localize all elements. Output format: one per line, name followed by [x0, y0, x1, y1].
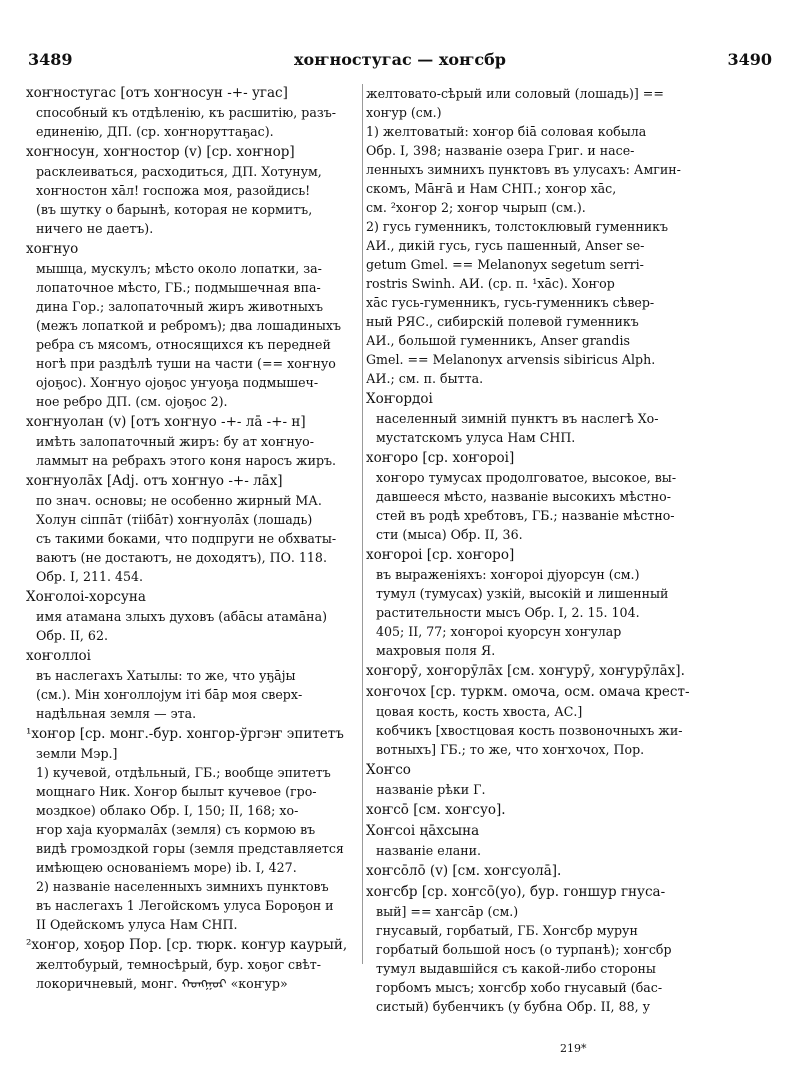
entry-body-line: систый) бубенчикъ (у бубна Обр. II, 88, у — [376, 999, 651, 1014]
entry-body-line: видѣ громоздкой горы (земля представляется — [36, 841, 344, 856]
entry-body-line: имѣющею основаніемъ море) ib. I, 427. — [36, 860, 297, 875]
entry-body-line: сти (мыса) Обр. II, 36. — [376, 527, 523, 542]
dictionary-entry — [26, 725, 360, 934]
entry-body-line: (межъ лопаткой и ребромъ); два лошадиныхъ — [36, 318, 342, 333]
dictionary-entry — [26, 413, 360, 470]
entry-body-line: getum Gmel. == Melanonyx segetum serri- — [366, 257, 644, 272]
entry-body-line: стей въ родѣ хребтовъ, ГБ.; названіе мѣстно- — [376, 508, 675, 523]
dictionary-entry — [26, 84, 360, 141]
entry-body-line: давшееся мѣсто, названіе высокихъ мѣстно- — [376, 489, 671, 504]
entry-body-line: цовая кость, кость хвоста, АС.] — [376, 704, 583, 719]
entry-headword: хоҥсбр [ср. хоҥсō(уо), бур. гоншур гнуса- — [366, 884, 666, 900]
dictionary-entry — [366, 683, 778, 759]
entry-body-line: хоҥностон хāл! госпожа моя, разойдись! — [36, 183, 311, 198]
dictionary-entry — [366, 546, 778, 660]
entry-body-line: имя атамана злыхъ духовъ (абāсы атамāна) — [36, 609, 327, 624]
entry-body-line: ничего не даетъ). — [36, 221, 154, 236]
running-title: хоҥностугас — хоҥсбр — [294, 50, 506, 69]
entry-body-line: Холун сіппāт (тіібāт) хоҥнуолāх (лошадь) — [36, 512, 313, 527]
entry-headword: хоҥсōлō (v) [см. хоҥсуолā]. — [366, 863, 562, 879]
entry-body-line: мышца, мускулъ; мѣсто около лопатки, за- — [36, 261, 322, 276]
entry-body-line: имѣть залопаточный жиръ: бу ат хоҥнуо- — [36, 434, 314, 449]
entry-headword: хоҥнуо — [26, 241, 79, 257]
entry-body-line: ојоҕос). Хоҥнуо ојоҕос уҥуоҕа подмышеч- — [36, 375, 319, 390]
entry-body-line: 2) гусь гуменникъ, толстоклювый гуменникъ — [366, 219, 668, 234]
dictionary-entry — [366, 84, 778, 388]
entry-body-line: способный къ отдѣленію, къ расшитію, разъ- — [36, 105, 336, 120]
column-divider — [362, 84, 363, 964]
dictionary-entry — [26, 936, 360, 993]
entry-headword: хоҥорӯ, хоҥорӯлāх [см. хоҥурӯ, хоҥурӯлāх]. — [366, 663, 685, 679]
entry-body-line: желтобурый, темносѣрый, бур. хоҕог свѣт- — [36, 957, 322, 972]
entry-body-line: 1) желтоватый: хоҥор біā соловая кобыла — [366, 124, 647, 139]
entry-body-line: горбатый большой носъ (о турпанѣ); хоҥсбр — [376, 942, 672, 957]
dictionary-entry — [366, 822, 778, 860]
printer-signature: 219* — [560, 1042, 587, 1055]
right-column — [366, 84, 778, 1018]
entry-body-line: ленныхъ зимнихъ пунктовъ въ улусахъ: Амгин- — [366, 162, 681, 177]
entry-body-line: хāс гусь-гуменникъ, гусь-гуменникъ сѣвер- — [366, 295, 655, 310]
entry-headword: хоҥносун, хоҥностор (v) [ср. хоҥнор] — [26, 144, 295, 160]
entry-headword: хоҥочох [ср. туркм. омоча, осм. омаҹа крест- — [366, 684, 690, 700]
entry-body-line: населенный зимній пунктъ въ наслегѣ Хо- — [376, 411, 659, 426]
entry-headword: хоҥнуолāх [Adj. отъ хоҥнуо -+- лāх] — [26, 473, 283, 489]
entry-body-line: хоҥоро тумусах продолговатое, высокое, вы- — [376, 470, 677, 485]
entry-body-line: (въ шутку о барынѣ, которая не кормитъ, — [36, 202, 313, 217]
entry-body-line: въ наслегахъ Хатылы: то же, что уҕāјы — [36, 668, 296, 683]
entry-body-line: ребра съ мясомъ, относящихся къ передней — [36, 337, 331, 352]
entry-headword: Хоҥолоі-хорсуна — [26, 589, 146, 605]
entry-body-line: растительности мысъ Обр. I, 2. 15. 104. — [376, 605, 640, 620]
entry-body-line: хоҥур (см.) — [366, 105, 442, 120]
entry-body-line: ногѣ при раздѣлѣ туши на части (== хоҥнуо — [36, 356, 336, 371]
entry-body-line: Обр. I, 211. 454. — [36, 569, 144, 584]
entry-body-line: моздкое) облако Обр. I, 150; II, 168; хо- — [36, 803, 299, 818]
entry-headword: ²хоҥор, хоҕор Пор. [ср. тюрк. коҥур каурый, — [26, 937, 348, 953]
page-number-left: 3489 — [28, 50, 73, 69]
entry-body-line: АИ., дикій гусь, гусь пашенный, Anser se- — [366, 238, 645, 253]
entry-body-line: Обр. I, 398; названіе озера Григ. и насе- — [366, 143, 635, 158]
entry-headword-continuation: земли Мэр.] — [36, 746, 118, 761]
dictionary-entry — [366, 862, 778, 881]
entry-body-line: единенію, ДП. (ср. хоҥноруттаҕас). — [36, 124, 274, 139]
entry-body-line: названіе елани. — [376, 843, 481, 858]
entry-body-line: ный РЯС., сибирскій полевой гуменникъ — [366, 314, 639, 329]
entry-body-line: желтовато-сѣрый или соловый (лошадь)] == — [366, 86, 664, 101]
dictionary-entry — [366, 761, 778, 799]
entry-body-line: въ наслегахъ 1 Легойскомъ улуса Бороҕон и — [36, 898, 334, 913]
entry-body-line: АИ., большой гуменникъ, Anser grandis — [366, 333, 630, 348]
entry-body-line: ваютъ (не достаютъ, не доходятъ), ПО. 118. — [36, 550, 327, 565]
dictionary-entry — [26, 240, 360, 411]
entry-headword: ¹хоҥор [ср. монг.-бур. хонгор-ўргэҥ эпитетъ — [26, 726, 344, 742]
entry-body-line: ҥор хаја куормалāх (земля) съ кормою въ — [36, 822, 316, 837]
entry-body-line: мустатскомъ улуса Нам СНП. — [376, 430, 576, 445]
dictionary-entry — [26, 588, 360, 645]
left-column — [26, 84, 360, 995]
dictionary-entry — [26, 143, 360, 238]
entry-body-line: названіе рѣки Г. — [376, 782, 486, 797]
entry-body-line: скомъ, Мāҥā и Нам СНП.; хоҥор хāс, — [366, 181, 617, 196]
dictionary-entry — [366, 801, 778, 820]
entry-body-line: 2) названіе населенныхъ зимнихъ пунктовъ — [36, 879, 329, 894]
entry-body-line: Gmel. == Melanonyx arvensis sibiricus Alph. — [366, 352, 656, 367]
entry-body-line: надѣльная земля — эта. — [36, 706, 197, 721]
dictionary-entry — [366, 390, 778, 447]
entry-body-line: кобчикъ [хвостцовая кость позвоночныхъ жи- — [376, 723, 683, 738]
entry-body-line: расклеиваться, расходиться, ДП. Хотунум, — [36, 164, 322, 179]
entry-headword: хоҥоллоі — [26, 648, 91, 664]
entry-body-line: по знач. основы; не особенно жирный МА. — [36, 493, 322, 508]
entry-body-line: 1) кучевой, отдѣльный, ГБ.; вообще эпитетъ — [36, 765, 331, 780]
entry-headword: хоҥороі [ср. хоҥоро] — [366, 547, 515, 563]
entry-headword: Хоҥсоі ңāхсына — [366, 823, 480, 839]
entry-body-line: локоричневый, монг. ᠬᠣᠩᠭᠣᠷ «коҥур» — [36, 976, 288, 991]
entry-body-line: 405; II, 77; хоҥороі куорсун хоҥулар — [376, 624, 622, 639]
dictionary-entry — [366, 449, 778, 544]
entry-headword: хоҥностугас [отъ хоҥносун -+- угас] — [26, 85, 288, 101]
entry-body-line: махровыя поля Я. — [376, 643, 496, 658]
entry-headword: хоҥнуолан (v) [отъ хоҥнуо -+- лā -+- н] — [26, 414, 306, 430]
entry-headword: хоҥсō [см. хоҥсуо]. — [366, 802, 506, 818]
entry-body-line: АИ.; см. п. бытта. — [366, 371, 484, 386]
entry-body-line: Обр. II, 62. — [36, 628, 108, 643]
dictionary-entry — [366, 883, 778, 1016]
entry-body-line: мощнаго Ник. Хоҥор былыт кучевое (гро- — [36, 784, 317, 799]
entry-body-line: дина Гор.; залопаточный жиръ животныхъ — [36, 299, 324, 314]
entry-body-line: горбомъ мысъ; хоҥсбр хобо гнусавый (бас- — [376, 980, 663, 995]
entry-body-line: вый] == хаҥсāр (см.) — [376, 904, 519, 919]
page-header — [28, 50, 772, 76]
dictionary-entry — [26, 647, 360, 723]
entry-headword: Хоҥордоі — [366, 391, 433, 407]
dictionary-entry — [26, 472, 360, 586]
entry-body-line: съ такими боками, что подпруги не обхваты- — [36, 531, 337, 546]
entry-body-line: лопаточное мѣсто, ГБ.; подмышечная впа- — [36, 280, 321, 295]
dictionary-entry — [366, 662, 778, 681]
entry-body-line: тумул выдавшійся съ какой-либо стороны — [376, 961, 656, 976]
entry-body-line: см. ²хоҥор 2; хоҥор чырып (см.). — [366, 200, 586, 215]
entry-body-line: тумул (тумусах) узкій, высокій и лишенный — [376, 586, 669, 601]
entry-body-line: II Одейскомъ улуса Нам СНП. — [36, 917, 238, 932]
entry-body-line: rostris Swinh. АИ. (ср. п. ¹хāс). Хоҥор — [366, 276, 615, 291]
entry-body-line: ламмыт на ребрахъ этого коня наросъ жиръ. — [36, 453, 337, 468]
entry-body-line: вотныхъ] ГБ.; то же, что хоҥхочох, Пор. — [376, 742, 645, 757]
entry-headword: хоҥоро [ср. хоҥороі] — [366, 450, 515, 466]
entry-headword: Хоҥсо — [366, 762, 411, 778]
entry-body-line: гнусавый, горбатый, ГБ. Хоҥсбр мурун — [376, 923, 638, 938]
entry-body-line: въ выраженіяхъ: хоҥороі дјуорсун (см.) — [376, 567, 640, 582]
entry-body-line: ное ребро ДП. (см. ојоҕос 2). — [36, 394, 228, 409]
page-number-right: 3490 — [727, 50, 772, 69]
entry-body-line: (см.). Мін хоҥоллојум іті бāр моя сверх- — [36, 687, 303, 702]
